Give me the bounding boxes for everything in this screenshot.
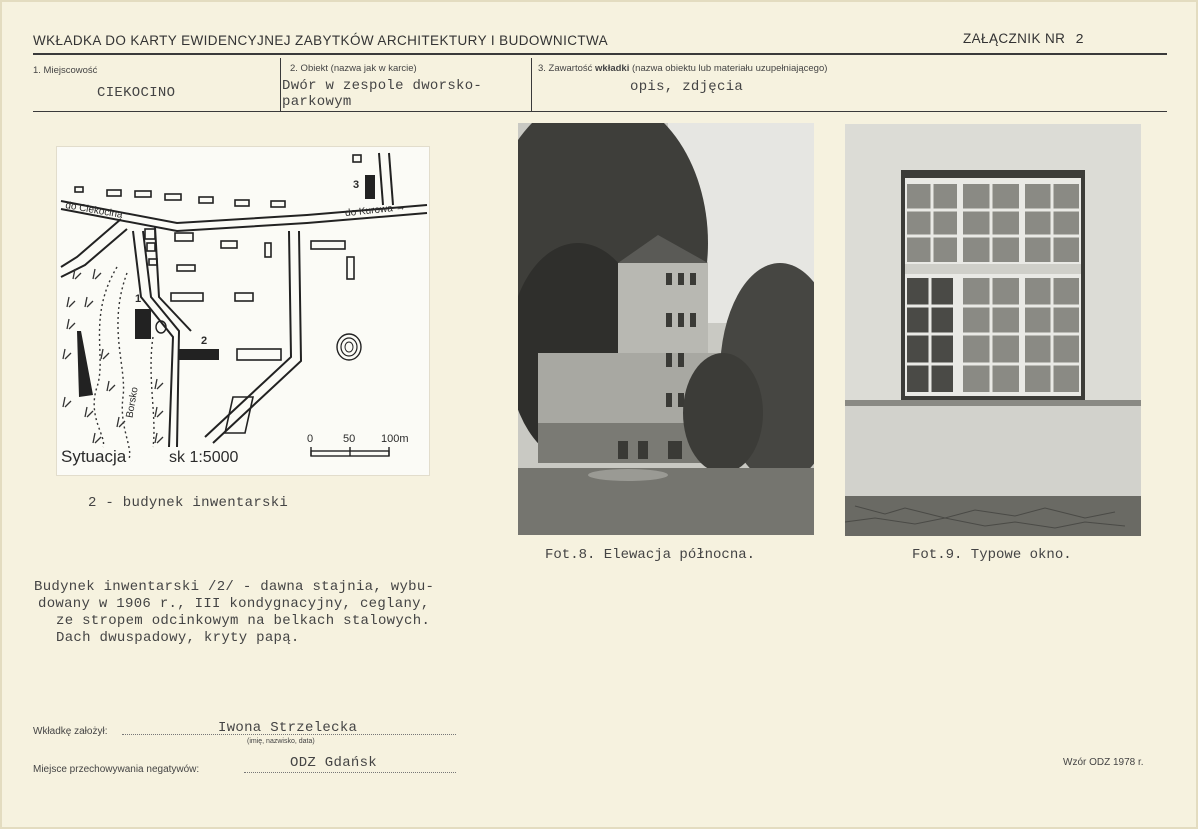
description-line-4: Dach dwuspadowy, kryty papą. [56, 630, 300, 646]
photo-typical-window-image [845, 124, 1141, 536]
map-path-label: Borsko [124, 386, 141, 419]
map-scale-tick-0: 0 [307, 433, 314, 445]
field-3-label-suffix: (nazwa obiektu lub materiału uzupełniającego) [632, 63, 828, 74]
photo-north-elevation-image [518, 123, 814, 535]
site-plan-map [56, 146, 430, 476]
annex-number: 2 [1075, 32, 1085, 48]
field-2-value-line1: Dwór w zespole dworsko- [282, 78, 483, 94]
map-legend-note: 2 - budynek inwentarski [88, 495, 289, 511]
map-road-right-label: do Kurowa → [344, 201, 407, 220]
map-marker-2: 2 [201, 335, 208, 347]
map-marker-1: 1 [135, 293, 142, 305]
site-plan-drawing [57, 147, 429, 475]
description-line-2: dowany w 1906 r., III kondygnacyjny, ceglany, [38, 596, 430, 612]
author-value: Iwona Strzelecka [218, 720, 358, 736]
map-scale-tick-100: 100m [381, 433, 409, 445]
photo-north-elevation [518, 123, 814, 535]
author-label: Wkładkę założył: [33, 726, 108, 737]
field-3-label-prefix: 3. Zawartość [538, 63, 593, 74]
description-line-1: Budynek inwentarski /2/ - dawna stajnia, wybu- [34, 579, 435, 595]
form-id: Wzór ODZ 1978 r. [1063, 757, 1144, 768]
storage-value: ODZ Gdańsk [290, 755, 378, 771]
map-title: Sytuacja [61, 447, 127, 466]
annex-label [963, 31, 1084, 48]
fields-bottom-rule [33, 111, 1167, 112]
field-divider-2 [531, 58, 532, 111]
field-2-value-line2: parkowym [282, 94, 352, 110]
map-scale: sk 1:5000 [169, 449, 239, 466]
map-scale-tick-50: 50 [343, 433, 356, 445]
map-road-left-label: do Ciekocina [64, 200, 124, 221]
annex-label-text: ZAŁĄCZNIK NR [963, 31, 1066, 46]
description-line-3: ze stropem odcinkowym na belkach stalowych. [56, 613, 431, 629]
field-3-value: opis, zdjęcia [630, 79, 744, 95]
storage-label: Miejsce przechowywania negatywów: [33, 764, 200, 775]
field-1-value: CIEKOCINO [97, 85, 176, 101]
header-rule [33, 53, 1167, 55]
photo-typical-window [845, 124, 1141, 536]
field-1-label: 1. Miejscowość [33, 65, 98, 76]
photo-8-caption: Fot.8. Elewacja północna. [545, 547, 756, 563]
storage-line [244, 772, 456, 773]
photo-9-caption: Fot.9. Typowe okno. [912, 547, 1072, 563]
author-hint: (imię, nazwisko, data) [247, 738, 315, 745]
form-title: WKŁADKA DO KARTY EWIDENCYJNEJ ZABYTKÓW ARCHITEKTURY I BUDOWNICTWA [33, 33, 609, 48]
field-3-label [538, 63, 827, 74]
field-2-label: 2. Obiekt (nazwa jak w karcie) [290, 63, 417, 74]
field-divider-1 [280, 58, 281, 111]
field-3-label-bold: wkładki [595, 63, 630, 74]
map-marker-3: 3 [353, 179, 360, 191]
